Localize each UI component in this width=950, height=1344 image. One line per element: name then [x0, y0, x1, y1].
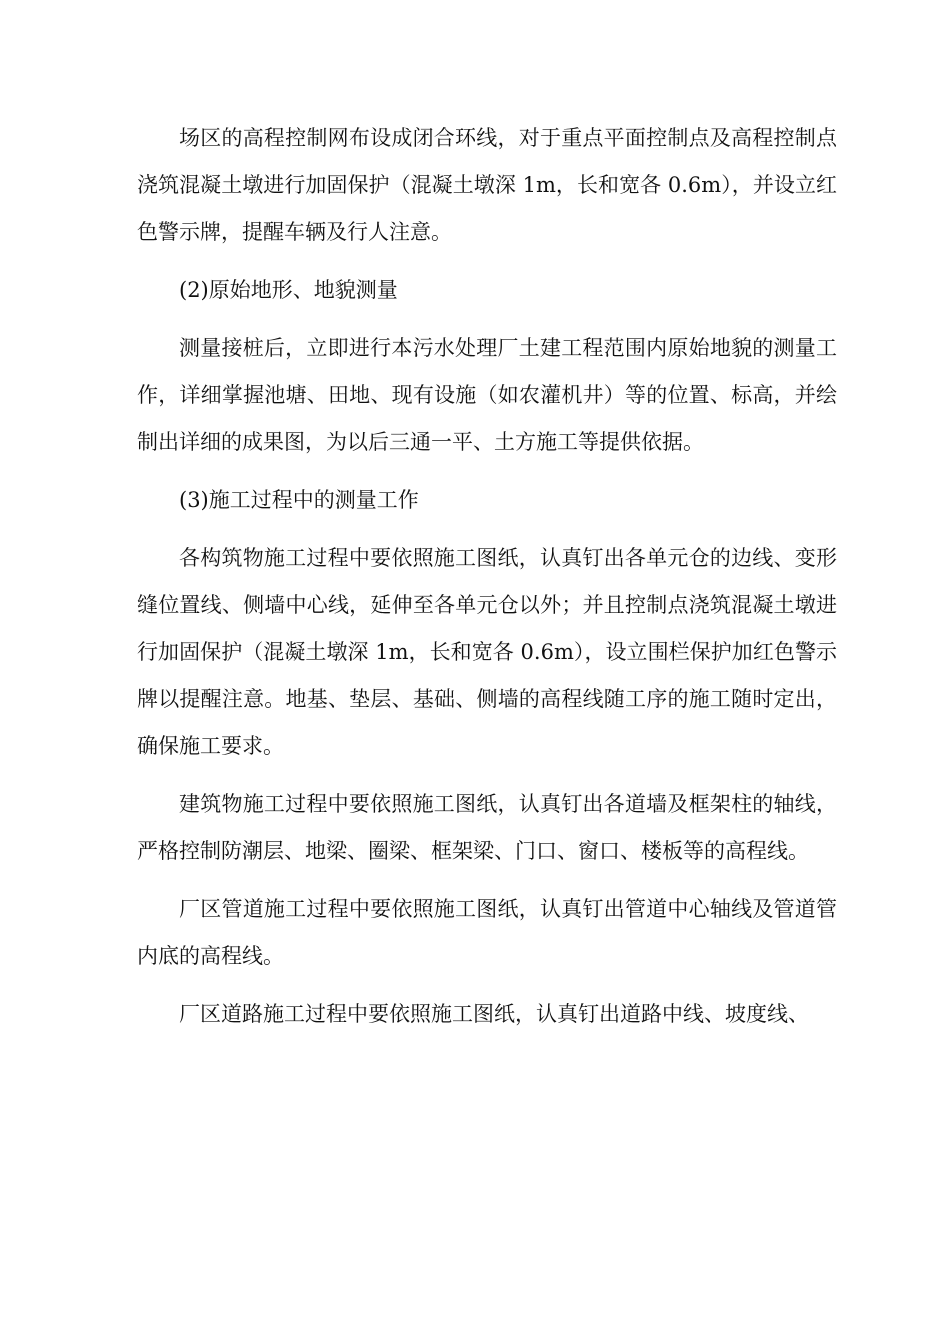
paragraph-structure-survey: 各构筑物施工过程中要依照施工图纸，认真钉出各单元仓的边线、变形缝位置线、侧墙中心线，延伸至各单元仓以外；并且控制点浇筑混凝土墩进行加固保护（混凝土墩深 1m，长和宽各 0.6m），设立围栏保护加红色警示牌以提醒注意。地基、垫层、基础、侧墙的高程线随工序的施工随时定出，确保施工要求。: [137, 546, 837, 758]
paragraph-road-survey: 厂区道路施工过程中要依照施工图纸，认真钉出道路中线、坡度线、: [179, 1002, 809, 1026]
heading-original-terrain: (2)原始地形、地貌测量: [179, 278, 398, 302]
document-body: [137, 115, 837, 1038]
paragraph-pipeline-survey: 厂区管道施工过程中要依照施工图纸，认真钉出管道中心轴线及管道管内底的高程线。: [137, 897, 837, 968]
heading-construction-survey: (3)施工过程中的测量工作: [179, 488, 419, 512]
paragraph-terrain-survey: 测量接桩后，立即进行本污水处理厂土建工程范围内原始地貌的测量工作，详细掌握池塘、田地、现有设施（如农灌机井）等的位置、标高，并绘制出详细的成果图，为以后三通一平、土方施工等提供依据。: [137, 336, 837, 454]
paragraph-control-network: 场区的高程控制网布设成闭合环线，对于重点平面控制点及高程控制点浇筑混凝土墩进行加固保护（混凝土墩深 1m，长和宽各 0.6m），并设立红色警示牌，提醒车辆及行人注意。: [137, 126, 837, 244]
paragraph-building-survey: 建筑物施工过程中要依照施工图纸，认真钉出各道墙及框架柱的轴线，严格控制防潮层、地梁、圈梁、框架梁、门口、窗口、楼板等的高程线。: [137, 792, 837, 863]
